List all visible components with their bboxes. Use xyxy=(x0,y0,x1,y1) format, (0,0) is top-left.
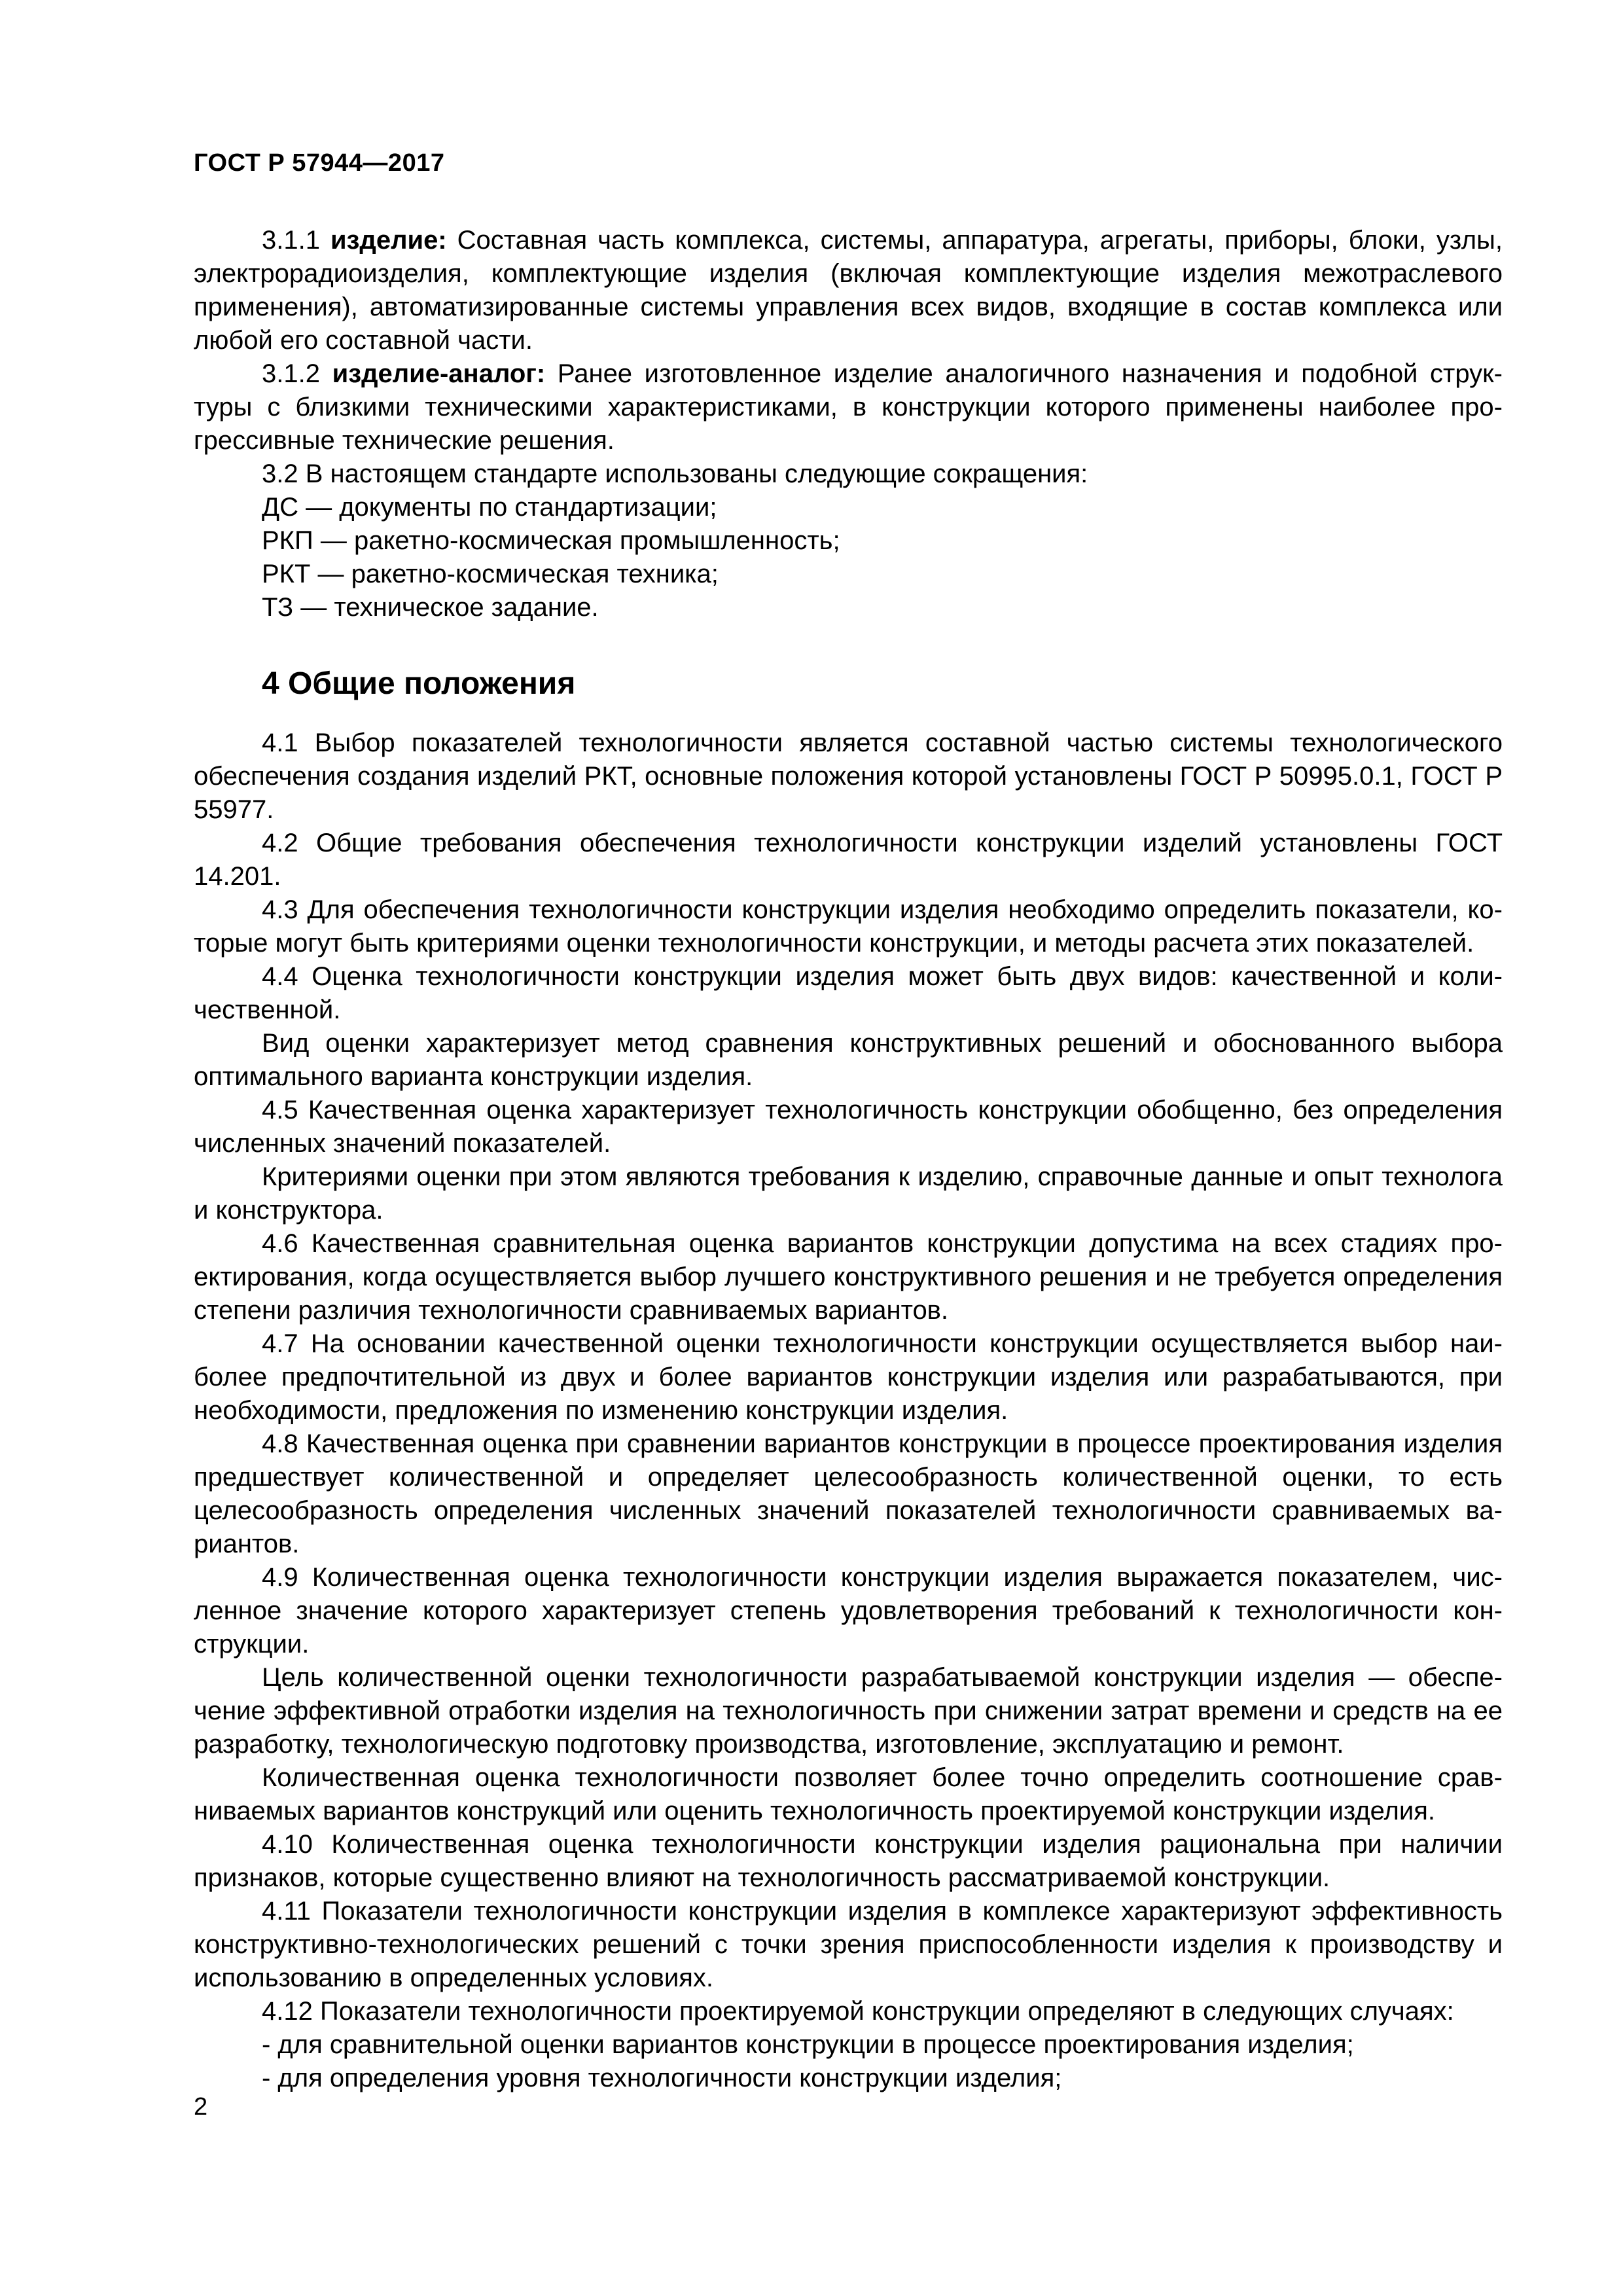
term-definition: Составная часть комплекса, системы, аппаратура, агрегаты, приборы, блоки, узлы, электрорадиоизделия, комплектующие изделия (включая комплектующие изделия межотраслевого применения), автоматизированные системы управления всех видов, входящие в состав комплекса или любой его составной части. xyxy=(194,226,1503,355)
clause-4-9-note: Количественная оценка технологичности позволяет более точно определить соотношение сравниваемых вариантов конструкций или оценить технологичность проектируемой конструкции изделия. xyxy=(194,1763,1503,1825)
clause-4-4: 4.4 Оценка технологичности конструкции изделия может быть двух видов: качественной и количественной. xyxy=(194,962,1503,1024)
clause-4-10: 4.10 Количественная оценка технологичности конструкции изделия рациональна при наличии признаков, которые существенно влияют на технологичность рассматриваемой конструкции. xyxy=(194,1830,1503,1892)
clause-4-5-note: Критериями оценки при этом являются требования к изделию, справочные данные и опыт технолога и конструктора. xyxy=(194,1162,1503,1225)
term-definition: Ранее изготовленное изделие аналогичного назначения и подобной структуры с близкими техническими характеристиками, в конструкции которого применены наиболее прогрессивные технические решения. xyxy=(194,359,1503,455)
clause-4-12: 4.12 Показатели технологичности проектируемой конструкции определяют в следующих случаях: xyxy=(262,1997,1454,2026)
clause-4-4-note: Вид оценки характеризует метод сравнения конструктивных решений и обоснованного выбора оптимального варианта конструкции изделия. xyxy=(194,1029,1503,1091)
abbreviation-item: ДС — документы по стандартизации; xyxy=(262,493,717,522)
clause-4-6: 4.6 Качественная сравнительная оценка вариантов конструкции допустима на всех стадиях проектирования, когда осуществляется выбор лучшего конструктивного решения и не требуется определения степени различия технологичности сравниваемых вариантов. xyxy=(194,1229,1503,1325)
term-label: изделие-аналог: xyxy=(332,359,546,388)
clause-4-3: 4.3 Для обеспечения технологичности конструкции изделия необходимо определить показатели, которые могут быть критериями оценки технологичности конструкции, и методы расчета этих показателей. xyxy=(194,895,1503,958)
clause-number: 3.1.1 xyxy=(262,226,320,255)
term-label: изделие: xyxy=(330,226,447,255)
clause-3-1-2 xyxy=(194,357,1503,457)
clause-4-8: 4.8 Качественная оценка при сравнении вариантов конструкции в процессе проектирования изделия предшествует количественной и определяет целесообразность количественной оценки, то есть целесообразность определения численных значений показателей технологичности сравниваемых вариантов. xyxy=(194,1429,1503,1558)
abbreviation-item: РКП — ракетно-космическая промышленность; xyxy=(262,526,840,555)
clause-4-7: 4.7 На основании качественной оценки технологичности конструкции осуществляется выбор наиболее предпочтительной из двух и более вариантов конструкции изделия или разрабатываются, при необходимости, предложения по изменению конструкции изделия. xyxy=(194,1329,1503,1425)
clause-3-1-1 xyxy=(194,224,1503,357)
clause-4-9-goal: Цель количественной оценки технологичности разрабатываемой конструкции изделия — обеспечение эффективной отработки изделия на технологичность при снижении затрат времени и средств на ее разработку, технологическую подготовку производства, изготовление, эксплуатацию и ремонт. xyxy=(194,1663,1503,1759)
clause-4-5: 4.5 Качественная оценка характеризует технологичность конструкции обобщенно, без определения численных значений показателей. xyxy=(194,1096,1503,1158)
abbreviation-item: РКТ — ракетно-космическая техника; xyxy=(262,560,719,588)
page-number: 2 xyxy=(194,2093,208,2121)
clause-3-2: 3.2 В настоящем стандарте использованы следующие сокращения: xyxy=(262,459,1088,488)
clause-4-2: 4.2 Общие требования обеспечения технологичности конструкции изделий установлены ГОСТ 14.201. xyxy=(194,829,1503,891)
list-item: - для сравнительной оценки вариантов конструкции в процессе проектирования изделия; xyxy=(262,2030,1354,2059)
section-heading: 4 Общие положения xyxy=(262,666,576,701)
document-code-header: ГОСТ Р 57944—2017 xyxy=(194,149,445,177)
list-item: - для определения уровня технологичности конструкции изделия; xyxy=(262,2064,1062,2092)
clause-number: 3.1.2 xyxy=(262,359,320,388)
clause-4-1: 4.1 Выбор показателей технологичности является составной частью системы технологического обеспечения создания изделий РКТ, основные положения которой установлены ГОСТ Р 50995.0.1, ГОСТ Р 55977. xyxy=(194,728,1503,824)
abbreviation-item: ТЗ — техническое задание. xyxy=(262,593,599,622)
clause-4-9: 4.9 Количественная оценка технологичности конструкции изделия выражается показателем, численное значение которого характеризует степень удовлетворения требований к технологичности конструкции. xyxy=(194,1563,1503,1659)
clause-4-11: 4.11 Показатели технологичности конструкции изделия в комплексе характеризуют эффективность конструктивно-технологических решений с точки зрения приспособленности изделия к производству и использованию в определенных условиях. xyxy=(194,1897,1503,1992)
document-body xyxy=(194,224,1503,2095)
